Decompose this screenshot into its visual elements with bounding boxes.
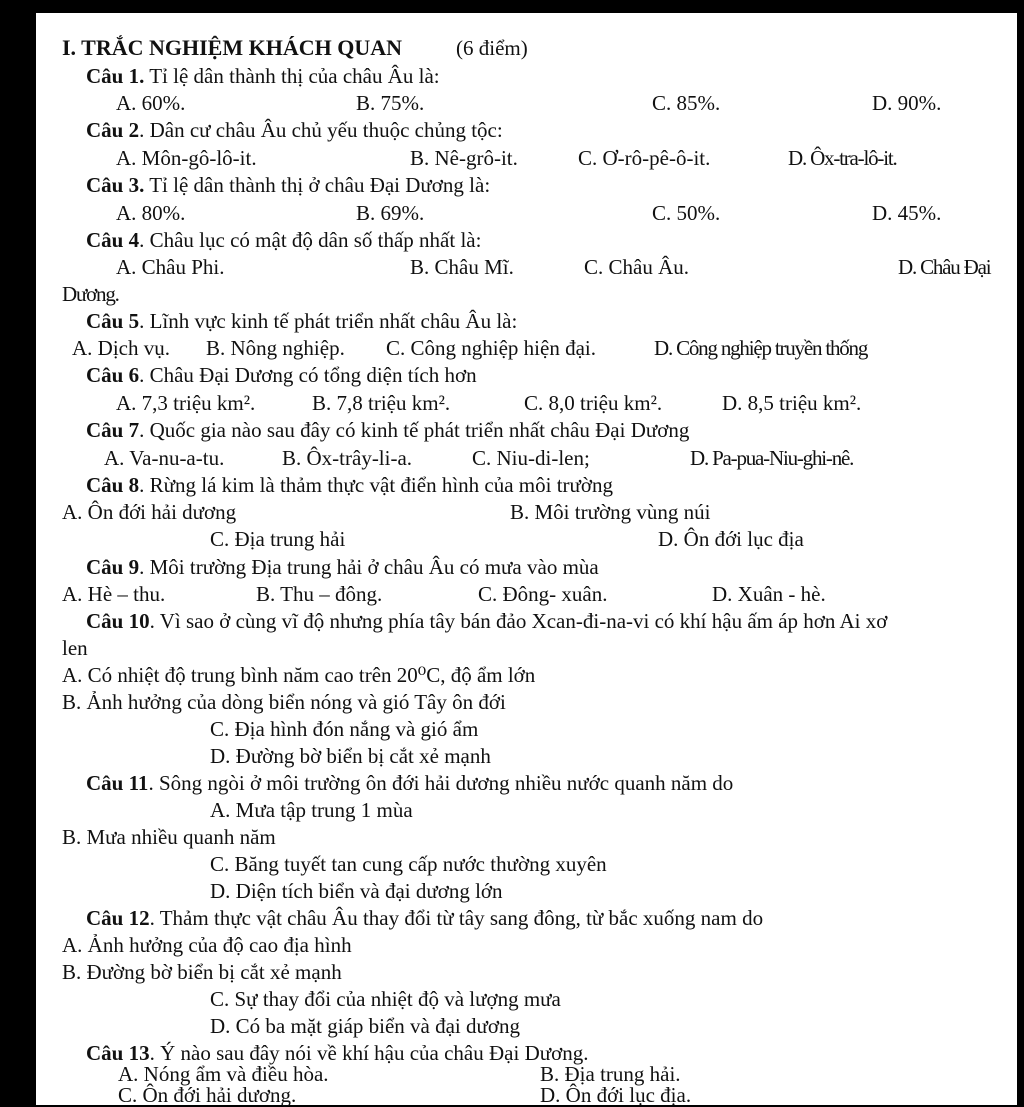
q9-option-c: C. Đông- xuân. (478, 582, 608, 606)
question-text: . Châu Đại Dương có tổng diện tích hơn (139, 363, 477, 387)
question-label: Câu 12 (86, 906, 150, 930)
q10-option-c: C. Địa hình đón nắng và gió ẩm (210, 717, 479, 741)
q5-option-a: A. Dịch vụ. (72, 336, 170, 360)
top-border (0, 0, 1024, 13)
question-10 (86, 609, 887, 633)
q2-option-b: B. Nê-grô-it. (410, 146, 518, 170)
right-border (1017, 0, 1024, 1105)
question-text: . Môi trường Địa trung hải ở châu Âu có mưa vào mùa (139, 555, 599, 579)
q11-option-c: C. Băng tuyết tan cung cấp nước thường xuyên (210, 852, 607, 876)
q7-option-a: A. Va-nu-a-tu. (104, 446, 225, 470)
question-label: Câu 5 (86, 309, 140, 333)
q1-option-a: A. 60%. (116, 91, 186, 115)
question-1 (86, 64, 440, 88)
q6-option-a: A. 7,3 triệu km². (116, 391, 256, 415)
q12-option-c: C. Sự thay đổi của nhiệt độ và lượng mưa (210, 987, 561, 1011)
q9-option-a: A. Hè – thu. (62, 582, 166, 606)
section-heading: I. TRẮC NGHIỆM KHÁCH QUAN (62, 35, 403, 60)
q4-option-d-continued: Dương. (62, 282, 119, 306)
q1-option-c: C. 85%. (652, 91, 721, 115)
q1-option-b: B. 75%. (356, 91, 425, 115)
q12-option-a: A. Ảnh hưởng của độ cao địa hình (62, 933, 352, 957)
question-text: Tỉ lệ dân thành thị của châu Âu là: (149, 64, 440, 88)
question-label: Câu 1. (86, 64, 145, 88)
q4-option-d: D. Châu Đại (898, 255, 991, 279)
q2-option-a: A. Môn-gô-lô-it. (116, 146, 257, 170)
q12-option-b: B. Đường bờ biển bị cắt xẻ mạnh (62, 960, 342, 984)
q13-option-a: A. Nóng ẩm và điều hòa. (118, 1062, 329, 1086)
q8-option-d: D. Ôn đới lục địa (658, 527, 804, 551)
question-label: Câu 9 (86, 555, 140, 579)
q7-option-b: B. Ôx-trây-li-a. (282, 446, 413, 470)
question-10-continued: len (62, 636, 88, 660)
q11-option-a: A. Mưa tập trung 1 mùa (210, 798, 413, 822)
question-3 (86, 173, 490, 197)
q7-option-d: D. Pa-pua-Niu-ghi-nê. (690, 446, 854, 470)
q7-option-c: C. Niu-di-len; (472, 446, 590, 470)
question-2 (86, 118, 503, 142)
question-label: Câu 13 (86, 1041, 150, 1065)
q6-option-b: B. 7,8 triệu km². (312, 391, 451, 415)
q3-option-d: D. 45%. (872, 201, 942, 225)
q6-option-c: C. 8,0 triệu km². (524, 391, 663, 415)
question-8 (86, 473, 613, 497)
q8-option-c: C. Địa trung hải (210, 527, 346, 551)
q8-option-a: A. Ôn đới hải dương (62, 500, 237, 524)
question-text: . Sông ngòi ở môi trường ôn đới hải dương nhiều nước quanh năm do (148, 771, 734, 795)
question-label: Câu 11 (86, 771, 149, 795)
question-label: Câu 8 (86, 473, 140, 497)
q3-option-a: A. 80%. (116, 201, 186, 225)
q9-option-b: B. Thu – đông. (256, 582, 383, 606)
q10-option-d: D. Đường bờ biển bị cắt xẻ mạnh (210, 744, 491, 768)
question-7 (86, 418, 689, 442)
question-text: . Rừng lá kim là thảm thực vật điển hình của môi trường (139, 473, 614, 497)
question-text: . Ý nào sau đây nói về khí hậu của châu Đại Dương. (149, 1041, 589, 1065)
q2-option-c: C. Ơ-rô-pê-ô-it. (578, 146, 711, 170)
q5-option-c: C. Công nghiệp hiện đại. (386, 336, 596, 360)
q4-option-a: A. Châu Phi. (116, 255, 225, 279)
question-text: . Lĩnh vực kinh tế phát triển nhất châu Âu là: (139, 309, 518, 333)
q13-option-b: B. Địa trung hải. (540, 1062, 681, 1086)
section-points: (6 điểm) (456, 36, 528, 60)
question-text: . Châu lục có mật độ dân số thấp nhất là: (139, 228, 482, 252)
q8-option-b: B. Môi trường vùng núi (510, 500, 711, 524)
question-label: Câu 3. (86, 173, 145, 197)
q12-option-d: D. Có ba mặt giáp biển và đại dương (210, 1014, 521, 1038)
q11-option-b: B. Mưa nhiều quanh năm (62, 825, 276, 849)
q13-option-c: C. Ôn đới hải dương. (118, 1083, 297, 1107)
q6-option-d: D. 8,5 triệu km². (722, 391, 862, 415)
question-text: . Thảm thực vật châu Âu thay đổi từ tây sang đông, từ bắc xuống nam do (149, 906, 764, 930)
q10-option-a: A. Có nhiệt độ trung bình năm cao trên 20⁰C, độ ẩm lớn (62, 663, 536, 687)
q5-option-d: D. Công nghiệp truyền thống (654, 336, 868, 360)
question-label: Câu 7 (86, 418, 140, 442)
q4-option-c: C. Châu Âu. (584, 255, 689, 279)
q3-option-c: C. 50%. (652, 201, 721, 225)
q3-option-b: B. 69%. (356, 201, 425, 225)
q11-option-d: D. Diện tích biển và đại dương lớn (210, 879, 503, 903)
q1-option-d: D. 90%. (872, 91, 942, 115)
question-text: Tỉ lệ dân thành thị ở châu Đại Dương là: (149, 173, 491, 197)
q5-option-b: B. Nông nghiệp. (206, 336, 345, 360)
question-5 (86, 309, 517, 333)
question-label: Câu 10 (86, 609, 150, 633)
q2-option-d: D. Ôx-tra-lô-it. (788, 146, 897, 170)
question-text: . Vì sao ở cùng vĩ độ nhưng phía tây bán đảo Xcan-đi-na-vi có khí hậu ấm áp hơn Ai xơ (149, 609, 888, 633)
q10-option-b: B. Ảnh hưởng của dòng biển nóng và gió Tây ôn đới (62, 690, 506, 714)
question-4 (86, 228, 481, 252)
question-label: Câu 2 (86, 118, 140, 142)
question-6 (86, 363, 477, 387)
q4-option-b: B. Châu Mĩ. (410, 255, 514, 279)
question-9 (86, 555, 599, 579)
question-text: . Dân cư châu Âu chủ yếu thuộc chủng tộc: (139, 118, 503, 142)
question-label: Câu 4 (86, 228, 140, 252)
left-border (0, 0, 36, 1105)
question-11 (86, 771, 733, 795)
question-text: . Quốc gia nào sau đây có kinh tế phát triển nhất châu Đại Dương (139, 418, 690, 442)
question-label: Câu 6 (86, 363, 140, 387)
q9-option-d: D. Xuân - hè. (712, 582, 826, 606)
q13-option-d: D. Ôn đới lục địa. (540, 1083, 692, 1107)
question-12 (86, 906, 763, 930)
